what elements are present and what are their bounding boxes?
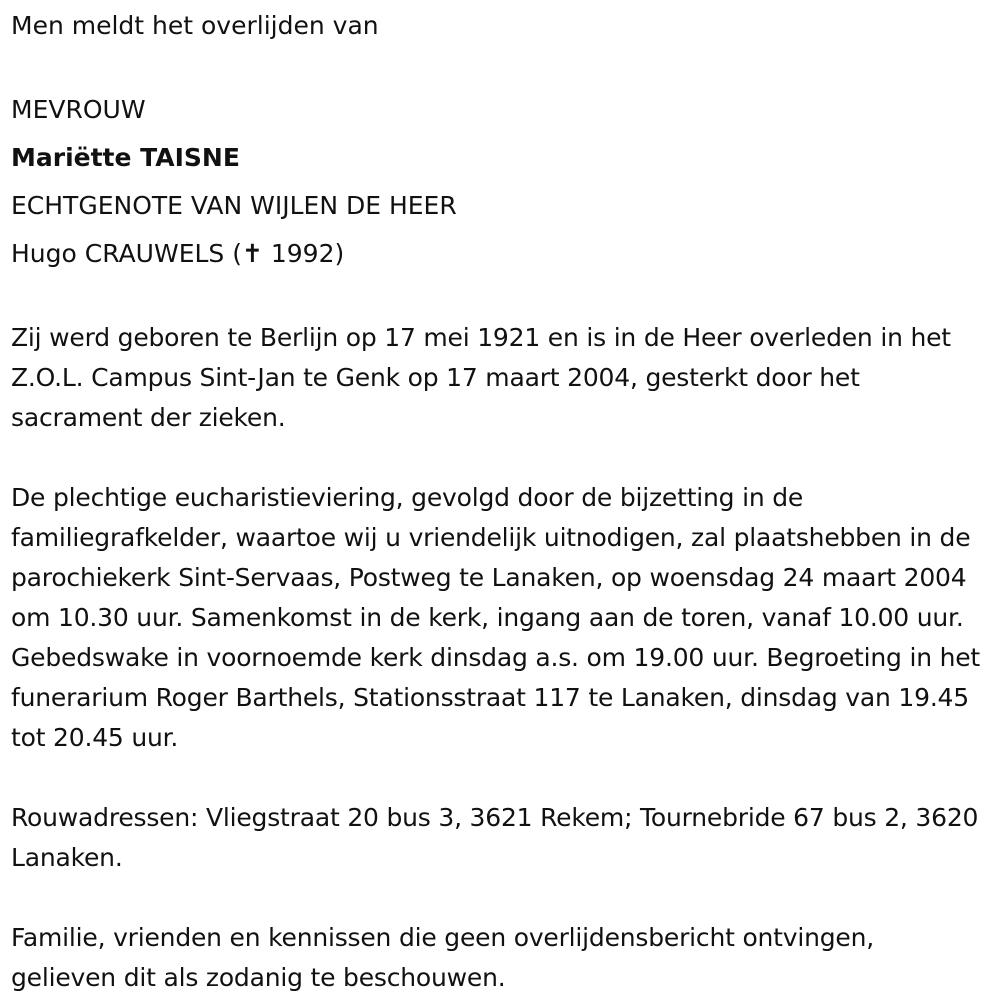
- deceased-block: [11, 86, 986, 278]
- birth-death-paragraph: Zij werd geboren te Berlijn op 17 mei 1921 en is in de Heer overleden in het Z.O.L. Campus Sint-Jan te Genk op 17 maart 2004, gesterkt door het sacrament der zieken.: [11, 323, 951, 432]
- intro-text: Men meldt het overlijden van: [11, 11, 379, 40]
- title-line: MEVROUW: [11, 95, 146, 124]
- spouse-label: ECHTGENOTE VAN WIJLEN DE HEER: [11, 191, 457, 220]
- closing-paragraph: Familie, vrienden en kennissen die geen overlijdensbericht ontvingen, gelieven dit als zodanig te beschouwen.: [11, 923, 875, 992]
- deceased-name: Mariëtte TAISNE: [11, 143, 240, 172]
- addresses-paragraph: Rouwadressen: Vliegstraat 20 bus 3, 3621 Rekem; Tournebride 67 bus 2, 3620 Lanaken.: [11, 803, 979, 872]
- ceremony-paragraph: De plechtige eucharistieviering, gevolgd door de bijzetting in de familiegrafkelder, waartoe wij u vriendelijk uitnodigen, zal plaatshebben in de parochiekerk Sint-Servaas, Postweg te Lanaken, op woensdag 24 maart 2004 om 10.30 uur. Samenkomst in de kerk, ingang aan de toren, vanaf 10.00 uur. Gebedswake in voornoemde kerk dinsdag a.s. om 19.00 uur. Begroeting in het funerarium Roger Barthels, Stationsstraat 117 te Lanaken, dinsdag van 19.45 tot 20.45 uur.: [11, 483, 981, 752]
- spouse-name: Hugo CRAUWELS (✝ 1992): [11, 239, 345, 268]
- obituary-notice: [11, 0, 986, 998]
